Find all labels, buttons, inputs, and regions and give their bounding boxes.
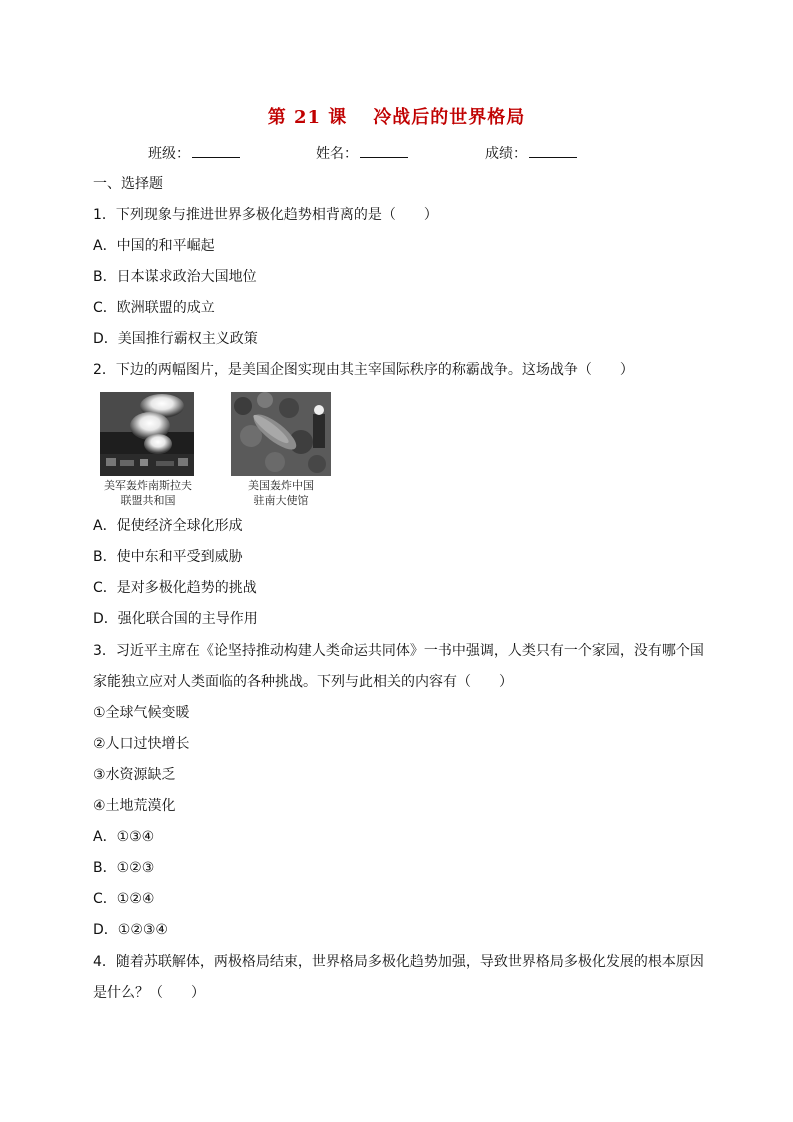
q3-item-2: ②人口过快增长 xyxy=(93,736,190,752)
page-title xyxy=(0,103,793,129)
q4-stem-line-2: 是什么？（ ） xyxy=(93,985,205,1001)
q2-option-d: D．强化联合国的主导作用 xyxy=(93,611,258,627)
q2-option-c: C．是对多极化趋势的挑战 xyxy=(93,580,257,596)
q3-option-d: D．①②③④ xyxy=(93,922,168,938)
q1-stem: 1．下列现象与推进世界多极化趋势相背离的是（ ） xyxy=(93,207,438,223)
caption-2-line-1: 美国轰炸中国 xyxy=(248,479,314,492)
q3-item-4: ④土地荒漠化 xyxy=(93,798,176,814)
q1-option-d: D．美国推行霸权主义政策 xyxy=(93,331,258,347)
class-blank[interactable] xyxy=(192,143,240,158)
q1-option-c: C．欧洲联盟的成立 xyxy=(93,300,215,316)
q3-option-c: C．①②④ xyxy=(93,891,155,907)
q3-option-a: A．①③④ xyxy=(93,829,155,845)
bombing-yugoslavia-photo xyxy=(100,392,194,476)
photo-caption-2 xyxy=(221,478,341,508)
q3-stem-line-1: 3．习近平主席在《论坚持推动构建人类命运共同体》一书中强调，人类只有一个家园，没有哪个国 xyxy=(93,643,704,659)
section-heading: 一、选择题 xyxy=(93,176,163,192)
bombing-embassy-photo xyxy=(231,392,331,476)
q1-option-b: B．日本谋求政治大国地位 xyxy=(93,269,257,285)
class-field xyxy=(148,143,240,163)
score-label: 成绩： xyxy=(485,146,527,162)
q3-stem-line-2: 家能独立应对人类面临的各种挑战。下列与此相关的内容有（ ） xyxy=(93,674,513,690)
lesson-number: 第 21 课 xyxy=(267,107,348,128)
name-field xyxy=(316,143,408,163)
class-label: 班级： xyxy=(148,146,190,162)
q2-stem: 2．下边的两幅图片，是美国企图实现由其主宰国际秩序的称霸战争。这场战争（ ） xyxy=(93,362,634,378)
lesson-title: 冷战后的世界格局 xyxy=(373,107,526,128)
name-label: 姓名： xyxy=(316,146,358,162)
name-blank[interactable] xyxy=(360,143,408,158)
q1-option-a: A．中国的和平崛起 xyxy=(93,238,215,254)
score-field xyxy=(485,143,577,163)
q2-option-a: A．促使经济全球化形成 xyxy=(93,518,243,534)
caption-1-line-1: 美军轰炸南斯拉夫 xyxy=(104,479,192,492)
q3-item-3: ③水资源缺乏 xyxy=(93,767,176,783)
photo-caption-1 xyxy=(88,478,208,508)
q2-option-b: B．使中东和平受到威胁 xyxy=(93,549,243,565)
caption-1-line-2: 联盟共和国 xyxy=(120,494,176,507)
score-blank[interactable] xyxy=(529,143,577,158)
q3-item-1: ①全球气候变暖 xyxy=(93,705,190,721)
q4-stem-line-1: 4．随着苏联解体，两极格局结束，世界格局多极化趋势加强，导致世界格局多极化发展的根本原因 xyxy=(93,954,704,970)
q3-option-b: B．①②③ xyxy=(93,860,155,876)
caption-2-line-2: 驻南大使馆 xyxy=(253,494,309,507)
